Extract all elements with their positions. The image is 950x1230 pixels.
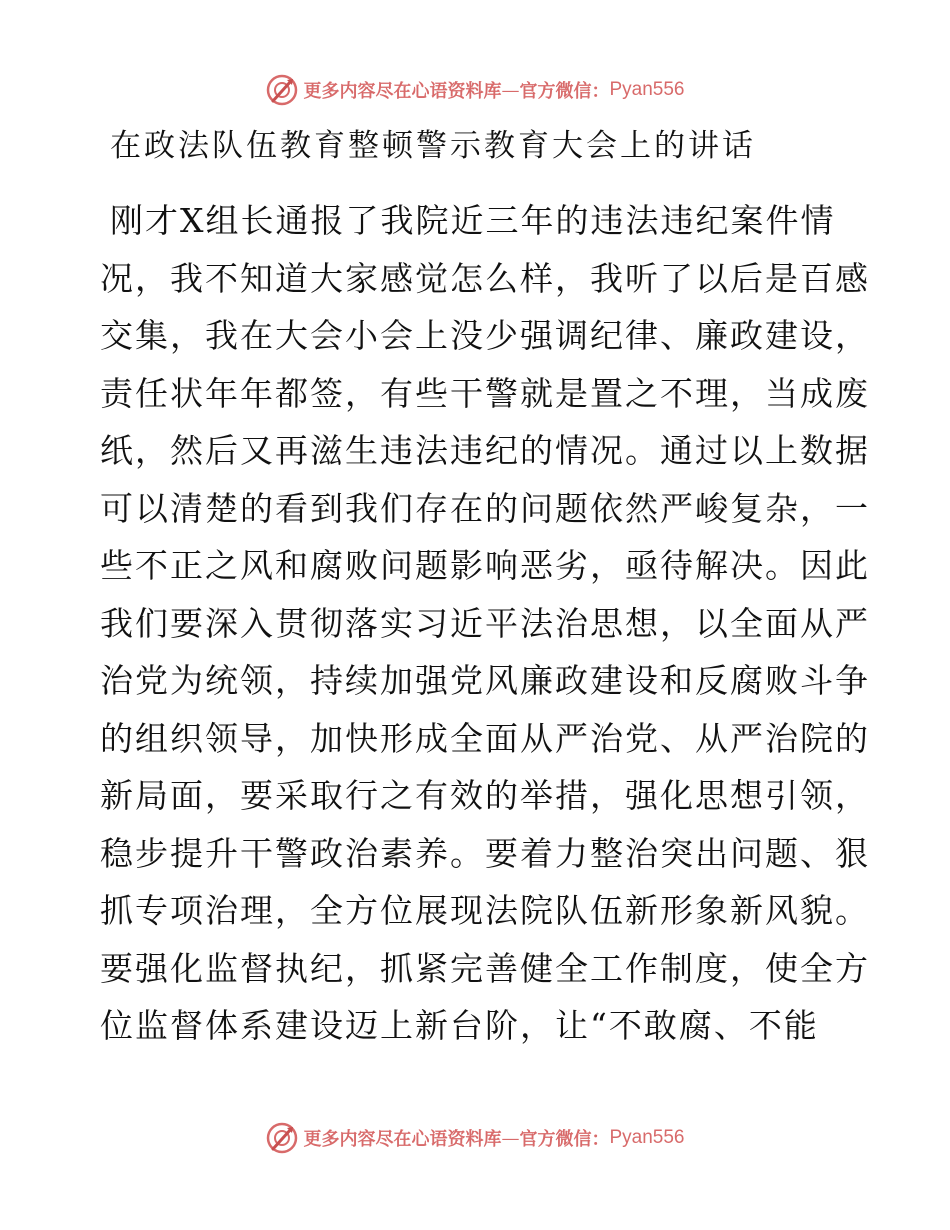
- brand-logo-icon: [265, 73, 299, 107]
- wechat-id: Pyan556: [609, 1127, 685, 1148]
- separator-dash: —: [501, 1127, 520, 1149]
- body-line: 稳步提升干警政治素养。要着力整治突出问题、狠: [100, 833, 870, 873]
- body-line: 况，我不知道大家感觉怎么样，我听了以后是百感: [100, 258, 870, 298]
- body-line: 交集，我在大会小会上没少强调纪律、廉政建设，: [100, 316, 870, 355]
- body-line: 新局面，要采取行之有效的举措，强化思想引领，: [100, 776, 870, 815]
- wechat-label: 官方微信：: [519, 81, 610, 102]
- body-line: 的组织领导，加快形成全面从严治党、从严治院的: [100, 718, 870, 758]
- document-body: [100, 192, 870, 1055]
- body-line: 要强化监督执纪，抓紧完善健全工作制度，使全方: [100, 948, 870, 988]
- site-name: 更多内容尽在心语资料库: [303, 1129, 502, 1150]
- body-line: 位监督体系建设迈上新台阶，让“不敢腐、不能: [100, 1006, 819, 1045]
- body-line: 纸，然后又再滋生违法违纪的情况。通过以上数据: [100, 431, 870, 470]
- document-title: 在政法队伍教育整顿警示教育大会上的讲话: [110, 128, 756, 164]
- body-line: 抓专项治理，全方位展现法院队伍新形象新风貌。: [100, 891, 870, 930]
- body-line: 我们要深入贯彻落实习近平法治思想，以全面从严: [100, 603, 870, 643]
- body-line: 些不正之风和腐败问题影响恶劣，亟待解决。因此: [100, 546, 870, 585]
- body-line: 刚才X组长通报了我院近三年的违法违纪案件情: [110, 201, 836, 240]
- separator-dash: —: [501, 79, 520, 101]
- body-line: 责任状年年都签，有些干警就是置之不理，当成废: [100, 373, 870, 413]
- wechat-id: Pyan556: [609, 79, 685, 100]
- body-line: 治党为统领，持续加强党风廉政建设和反腐败斗争: [100, 661, 870, 700]
- site-name: 更多内容尽在心语资料库: [303, 81, 502, 102]
- header-banner: [0, 70, 950, 110]
- brand-logo-icon: [265, 1121, 299, 1155]
- footer-banner: [0, 1118, 950, 1158]
- wechat-label: 官方微信：: [519, 1129, 610, 1150]
- body-line: 可以清楚的看到我们存在的问题依然严峻复杂，一: [100, 488, 870, 528]
